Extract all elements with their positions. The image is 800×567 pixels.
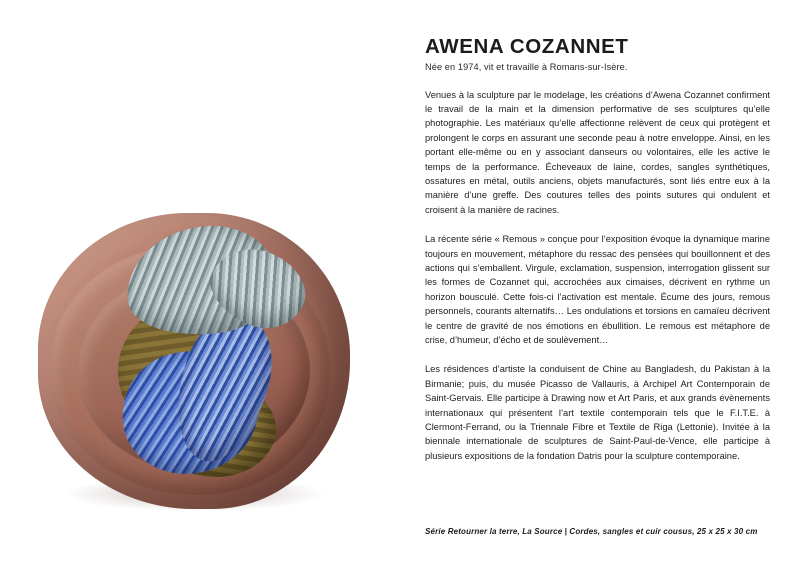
text-column: [425, 36, 770, 478]
artwork-caption: Série Retourner la terre, La Source | Cordes, sangles et cuir cousus, 25 x 25 x 30 cm: [425, 527, 758, 536]
body-paragraph-1: Venues à la sculpture par le modelage, les créations d’Awena Cozannet confirment le travail de la main et la dimension performative de ses sculptures qu’elle photographie. Les matériaux qu’elle affectionne relèvent de ceux qui protègent et prolongent le corps en assurant une seconde peau à notre enveloppe. Ainsi, en les portant elle-même ou en y associant danseurs ou volontaires, elle les active le temps de la performance. Écheveaux de laine, cordes, sangles synthétiques, ossatures en métal, outils anciens, objets manufacturés, sont liés entre eux à la manière d’une greffe. Des coutures telles des points sutures qui ondulent et croisent à la manière de racines.: [425, 89, 770, 215]
artwork-image: [30, 205, 360, 515]
body-paragraph-3: Les résidences d’artiste la conduisent de Chine au Bangladesh, du Pakistan à la Birmanie; puis, du musée Picasso de Vallauris, à Archipel Art Contemporain de Saint-Gervais. Elle participe à Drawing now et Art Paris, et aux grands évènements internationaux qui présentent l’art textile contemporain tels que le F.I.T.E. à Clermont-Ferrand, ou la Triennale Fibre et Textile de Riga (Lettonie). Invitée à la biennale internationale de sculptures de Saint-Paul-de-Vence, elle participe à plusieurs expositions de la fondation Datris pour la sculpture contemporaine.: [425, 364, 770, 461]
artist-name: AWENA COZANNET: [425, 35, 629, 58]
body-paragraph-2: La récente série « Remous » conçue pour l’exposition évoque la dynamique marine toujours en mouvement, métaphore du ressac des pensées qui bouillonnent et des actions qui s’emballent. Virgule, exclamation, suspension, interrogation glissent sur les formes de Cozannet qui, accrochées aux cimaises, décrivent en rythme un horizon bousculé. Cette fois-ci l’activation est mentale. Écume des jours, remous personnels, courants alternatifs… Les ondulations et torsions en camaïeu décrivent le centre de gravité de nos émotions en ébullition. Le remous est métaphore de crise, d’humeur, d’écho et de soulèvement…: [425, 234, 770, 346]
artist-biography-line: Née en 1974, vit et travaille à Romans-sur-Isère.: [425, 61, 628, 72]
